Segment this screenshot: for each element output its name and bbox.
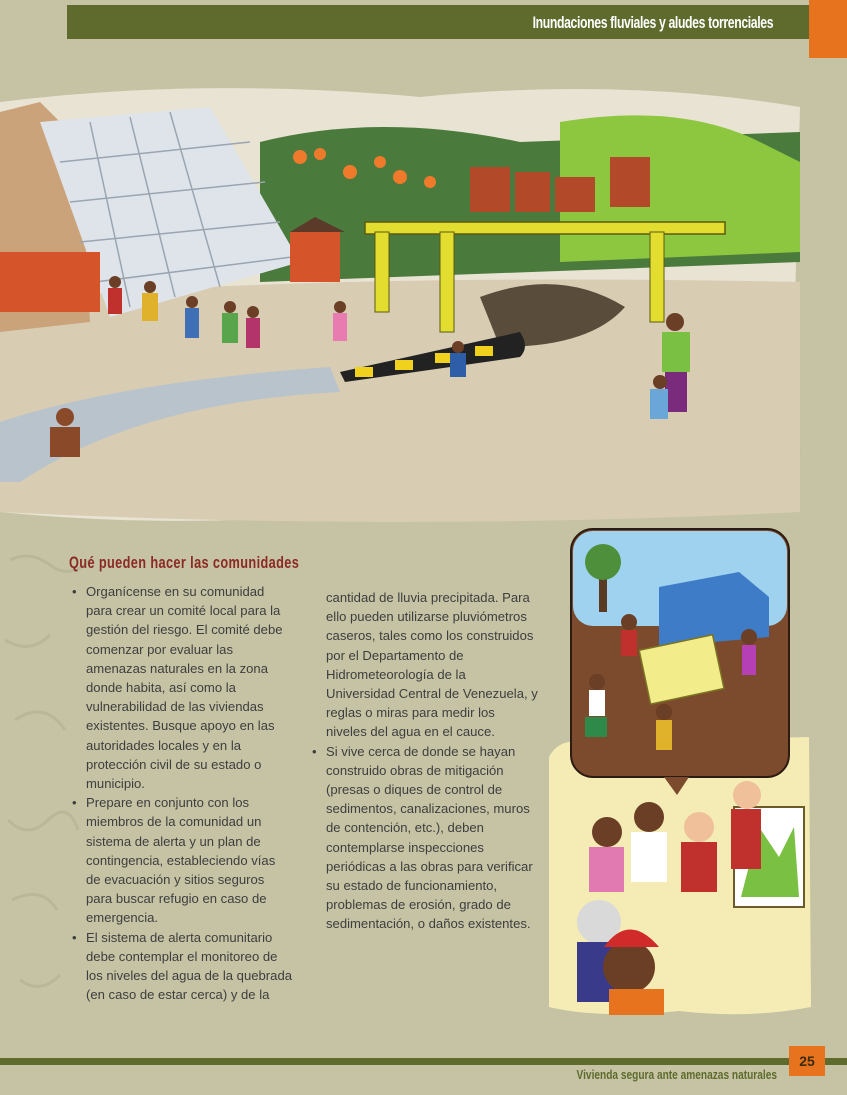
community-illustration	[549, 527, 811, 1017]
bullet-item: • Si vive cerca de donde se hayan construido obras de mitigación (presas o diques de control de sedimentos, canalizaciones, muros de contención, etc.), deben contemplarse inspecciones periódicas a las obras para verificar su estado de funcionamiento, problemas de erosión, grado de sedimentación, o daños existentes.	[310, 742, 538, 934]
corner-tab	[809, 0, 847, 58]
bullet-item: • Organícense en su comunidad para crear un comité local para la gestión del riesgo. El comité debe comenzar por evaluar las amenazas naturales en la zona donde habita, así como la vulnerabilidad de las viviendas existentes. Busque apoyo en las autoridades locales y en la protección civil de su estado o municipio.	[70, 582, 292, 793]
footer-rule	[0, 1058, 847, 1065]
bullet-item: • El sistema de alerta comunitario debe contemplar el monitoreo de los niveles del agua de la quebrada (en caso de estar cerca) y de la	[70, 928, 292, 1005]
header-bar	[67, 5, 809, 39]
section-heading: Qué pueden hacer las comunidades	[69, 553, 300, 573]
chapter-title: Inundaciones fluviales y aludes torrenciales	[532, 13, 773, 32]
page-number: 25	[789, 1046, 825, 1076]
column-1	[70, 582, 292, 1004]
bullet-item: • Prepare en conjunto con los miembros de la comunidad un sistema de alerta y un plan de contingencia, estableciendo vías de evacuación y sitios seguros para buscar refugio en caso de emergencia.	[70, 793, 292, 927]
continued-paragraph: cantidad de lluvia precipitada. Para ello pueden utilizarse pluviómetros caseros, tales como los construidos por el Departamento de Hidrometeorología de la Universidad Central de Venezuela, y reglas o miras para medir los niveles del agua en el cauce.	[326, 590, 538, 740]
column-2	[310, 588, 538, 934]
flood-scene-illustration	[0, 82, 800, 532]
footer-title: Vivienda segura ante amenazas naturales	[576, 1067, 777, 1082]
